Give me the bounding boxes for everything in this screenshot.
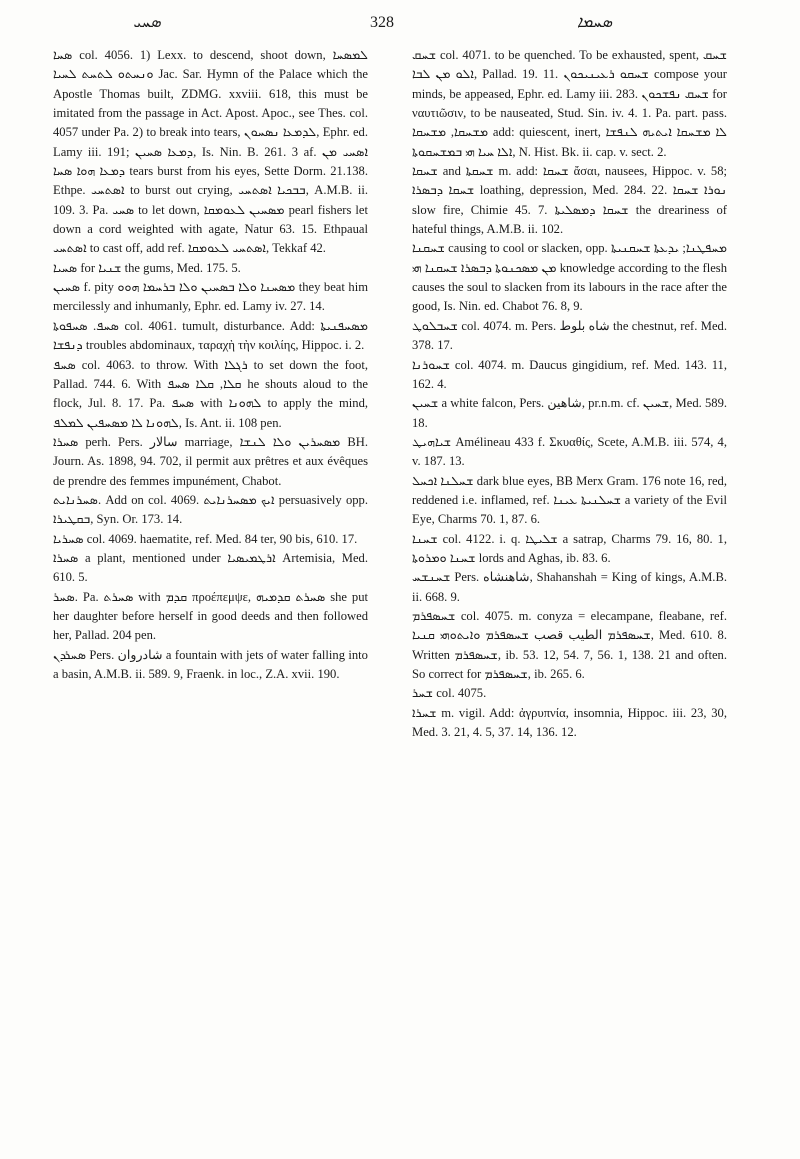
dictionary-entry: ܫܚܢܐ col. 4122. i. q. ܫܠܝܛܐ a satrap, Charms 79. 16, 80. 1, ܫܚܢܐ ܘܡܪܘܬܐ lords and Aghas, ib. 83. 6. (412, 531, 727, 565)
dictionary-entry: ܣܚܝܢ f. pity ܡܣܚܢܐ ܘܠܐ ܒܣܚܝܢ ܘܠܐ ܒܪܚܡܐ ܗܘܘ they beat him mercilessly and inhumanly, Ephr. ed. Lamy iv. 27. 14. (53, 280, 368, 314)
dictionary-entry: ܫܚܘܪܢܐ col. 4074. m. Daucus gingidium, ref. Med. 143. 11, 162. 4. (412, 357, 727, 391)
dictionary-entry: ܣܚܐ col. 4056. 1) Lexx. to descend, shoot down, ܠܡܣܚܐ ܘܢܚܬܘ ܠܬܚܬ ܠܚܝܐ Jac. Sar. Hymn of the Palace which the Apostle Thomas built, ZDMG. xxviii. 618, this must be imitated from the passage in Act. Apost. Apoc., see Thes. col. 4057 under Pa. 2) to break into tears, ܠܕܡܥܐ ܢܣܚܘܢ, Ephr. ed. Lamy iii. 191; ܕܡܥܐ ܣܚܝܢ, Is. Nin. B. 261. 3 af. ܐܣܚܝ ܡܢ ܕܡܥܐ ܗܘܐ ܣܚܐ tears burst from his eyes, Sette Dorm. 21.138. Ethpe. ܐܣܬܚܝ to burst out crying, ܒܒܟܝܐ ܐܣܬܚܝ, A.M.B. ii. 109. 3. Pa. ܣܚܝ to let down, ܡܣܚܝܢ ܠܥܘܡܩܐ pearl fishers let down a cord weighted with agate, Natur 63. 15. Ethpaual ܐܣܬܚܝ to cast off, add ref. ܐܣܬܚܝ ܠܥܘܡܩܐ, Tekkaf 42. (53, 48, 368, 256)
dictionary-entry: ܫܚܪܐ m. vigil. Add: ἀγρυπνία, insomnia, Hippoc. iii. 23, 30, Med. 3. 21, 4. 5, 37. 14, 136. 12. (412, 705, 727, 740)
header-right-word: ܣܚܡܐ (577, 14, 613, 31)
dictionary-entry: ܣܚܪܐ a plant, mentioned under ܐܪܛܡܝܣܝܐ Artemisia, Med. 610. 5. (53, 550, 369, 585)
dictionary-entry: ܣܚܪܢܐܝܬ. Add on col. 4069. ܐܝܟ ܡܣܚܪܢܐܝܬ persuasively opp. ܒܩܛܝܪܐ, Syn. Or. 173. 14. (53, 492, 368, 527)
dictionary-entry: ܫܚܩܐ and ܫܚܩܬܐ m. add: ܫܚܩܐ ἄσαι, nausees, Hippoc. v. 58; ܫܚܩܐ ܕܒܣܪܐ loathing, depression, Med. 284. 22. ܢܘܪܐ ܫܚܩܐ slow fire, Chimie 45. 7. ܫܚܩܐ ܕܡܣܠܝܬܐ the dreariness of hateful things, A.M.B. ii. 102. (412, 164, 727, 237)
dictionary-entry: ܣܚܪܝܐ col. 4069. haematite, ref. Med. 84 ter, 90 bis, 610. 17. (53, 531, 358, 546)
dictionary-entry: ܫܚܒܠܘܛ col. 4074. m. Pers. شاه بلوط the chestnut, ref. Med. 378. 17. (412, 318, 727, 353)
dictionary-entry: ܫܚܣܦܪܡ col. 4075. m. conyza = elecampane, fleabane, ref. ܫܚܣܦܪܡ الطيب قصب ܫܚܣܦܪܡ ܘܐܝܬܘܗܝ ܩܢܝܐ, Med. 610. 8. Written ܫܚܣܦܪܡ, ib. 53. 12, 54. 7, 56. 1, 138. 21 and often. So correct for ܫܚܣܦܪܡ, ib. 265. 6. (412, 608, 727, 681)
dictionary-entry: ܣܚܦ. ܣܚܦܘܬܐ col. 4061. tumult, disturbance. Add: ܡܣܚܦܢܝܬܐ ܕܢܦܫܐ troubles abdominaux, ταραχὴ τὴν κοιλίης, Hippoc. i. 2. (53, 318, 368, 353)
dictionary-entry: ܫܚܠܢܐ ܐܟܚܠ dark blue eyes, BB Merx Gram. 176 note 16, red, reddened i.e. inflamed, ref. ܫܚܠܢܝܬܐ ܥܝܢܐ a variety of the Evil Eye, Charms 70. 1, 87. 6. (412, 473, 727, 527)
right-column (412, 46, 727, 742)
dictionary-entry: ܣܚܪ. Pa. ܣܚܪܬ with ܩܕܡ προέπεμψε, ܣܚܪܬ ܩܕܡܝܗ she put her daughter before herself in good deeds and then followed her, Pallad. 204 pen. (53, 589, 369, 643)
dictionary-entry: ܣܚܝܐ for ܫܢܝܐ the gums, Med. 175. 5. (53, 260, 241, 275)
page-number: 328 (370, 14, 394, 31)
dictionary-entry: ܣܚܪܐ perh. Pers. سالار marriage, ܡܣܚܪܝܢ ܘܠܐ ܠܢܫܐ BH. Journ. As. 1898, 94. 702, il permit aux prêtres et aux évêques de prendre des femmes impunément, Chabot. (53, 434, 368, 488)
header-left-word: ܣܚܝ (133, 14, 161, 31)
dictionary-entry: ܣܚܪܕܢ Pers. شادروان a fountain with jets of water falling into a basin, A.M.B. ii. 589. 9, Fraenk. in loc., Z.A. xvii. 190. (53, 647, 368, 681)
dictionary-entry: ܫܚܢܫܚ Pers. شاهنشاه, Shahanshah = King of kings, A.M.B. ii. 668. 9. (412, 570, 727, 604)
left-column (53, 46, 368, 684)
dictionary-entry: ܫܚܪ col. 4075. (412, 686, 487, 701)
page-header (0, 12, 800, 40)
dictionary-entry: ܣܚܦ col. 4063. to throw. With ܪܓܠܐ to set down the foot, Pallad. 744. 6. With ܩܠܐ, ܩܠܐ ܣܚܦ he shouts aloud to the flock, Jul. 8. 17. Pa. ܣܚܦ with ܠܗܘܢܐ to apply the mind, ܠܗܘܢܐ ܠܐ ܡܣܚܦܝܢ ܠܡܠܦ, Is. Ant. ii. 108 pen. (53, 357, 369, 430)
dictionary-entry: ܫܚܩܢܐ causing to cool or slacken, opp. ܡܚܦܛܢܐ; ܝܕܥܬܐ ܫܚܩܢܝܬܐ ܡܢ ܡܣܟܢܘܬܐ ܕܒܣܪܐ ܫܚܩܢܐ ܗܝ knowledge according to the flesh causes the soul to slacken from its labours in the race after the good, Is. Nin. ed. Chabot 76. 8, 9. (412, 241, 727, 314)
dictionary-entry: ܫܚܝܢ a white falcon, Pers. شاهين, pr.n.m. cf. ܫܚܝܢ, Med. 589. 18. (412, 396, 728, 430)
dictionary-entry: ܫܚܩ col. 4071. to be quenched. To be exhausted, spent, ܫܚܩ ܐܠܘ ܡܢ ܠܒܐ, Pallad. 19. 11. ܫܚܩܘ ܪܥܝܢܝܟܘܢ compose your minds, be appeased, Ephr. ed. Lamy iii. 283. ܫܚܩ ܢܦܫܟܘܢ for ναυτιῶσιν, to be nauseated, Stud. Sin. iv. 4. 1. Pa. part. pass. ܡܫܚܩܐ, ܡܫܚܩܐ add: quiescent, inert, ܠܐ ܡܫܚܩܐ ܐܝܬܝܗ ܠܢܦܫܐ ܐܠܐ ܚܝܐ ܗܝ ܒܡܫܚܩܘܬܐ, N. Hist. Bk. ii. cap. v. sect. 2. (412, 48, 727, 159)
dictionary-entry: ܫܝܐܗܝܛ Amélineau 433 f. Σκυαθίς, Scete, A.M.B. iii. 574, 4, v. 187. 13. (412, 434, 727, 469)
